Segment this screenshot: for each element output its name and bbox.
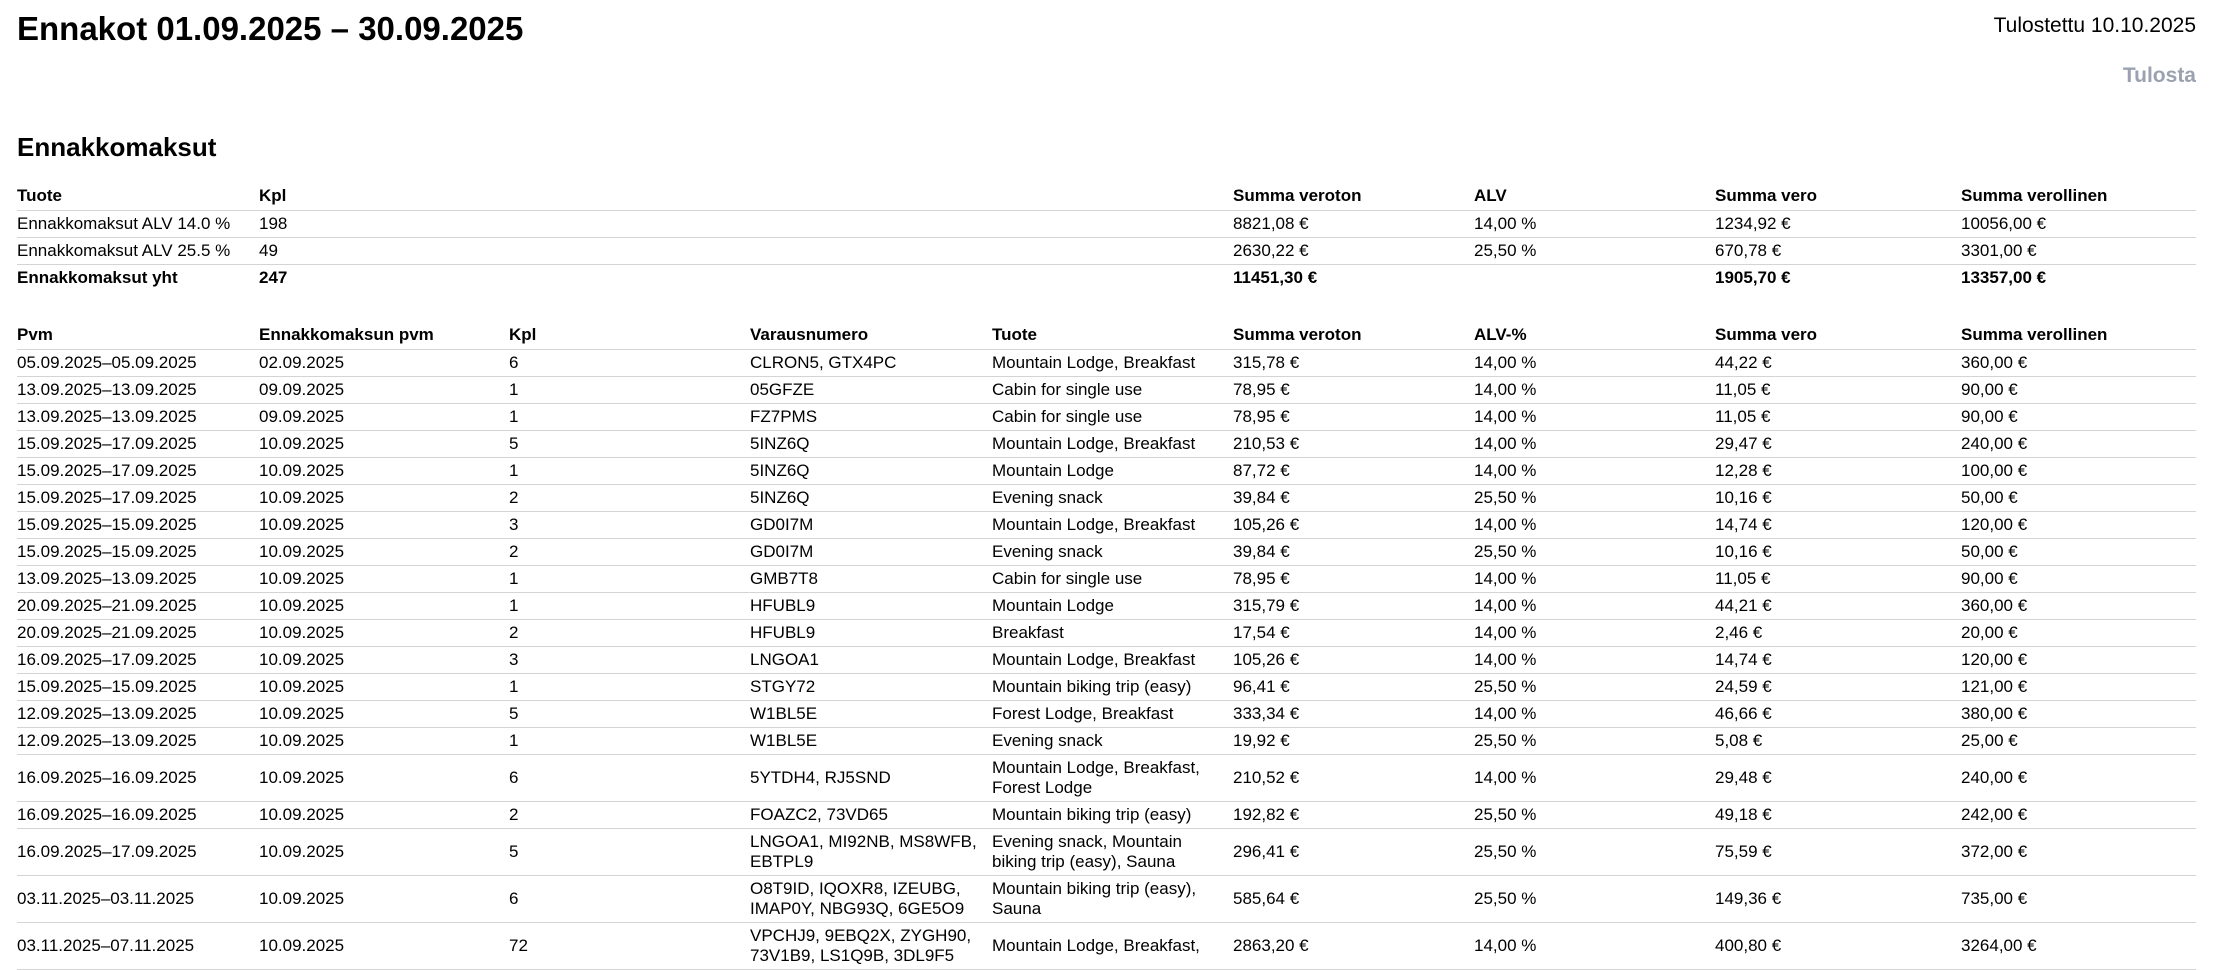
cell: Mountain biking trip (easy) bbox=[992, 673, 1233, 700]
cell: 333,34 € bbox=[1233, 700, 1474, 727]
cell: 15.09.2025–15.09.2025 bbox=[17, 538, 259, 565]
page-title: Ennakot 01.09.2025 – 30.09.2025 bbox=[17, 10, 524, 47]
cell: 372,00 € bbox=[1961, 828, 2196, 875]
column-header: Varausnumero bbox=[750, 322, 992, 350]
cell: 10056,00 € bbox=[1961, 211, 2196, 238]
table-row bbox=[17, 646, 2196, 673]
cell: 25,50 % bbox=[1474, 875, 1715, 922]
cell: 120,00 € bbox=[1961, 511, 2196, 538]
cell: 105,26 € bbox=[1233, 511, 1474, 538]
cell: 13357,00 € bbox=[1961, 265, 2196, 292]
cell: Breakfast bbox=[992, 619, 1233, 646]
cell: 105,26 € bbox=[1233, 646, 1474, 673]
cell: 1905,70 € bbox=[1715, 265, 1961, 292]
cell bbox=[1474, 265, 1715, 292]
column-header: Summa vero bbox=[1715, 183, 1961, 211]
cell: 121,00 € bbox=[1961, 673, 2196, 700]
cell: 400,80 € bbox=[1715, 922, 1961, 969]
cell: 15.09.2025–17.09.2025 bbox=[17, 430, 259, 457]
cell: 25,00 € bbox=[1961, 727, 2196, 754]
cell: HFUBL9 bbox=[750, 592, 992, 619]
column-header: Summa verollinen bbox=[1961, 183, 2196, 211]
cell: 380,00 € bbox=[1961, 700, 2196, 727]
column-header: Summa vero bbox=[1715, 322, 1961, 350]
cell: 100,00 € bbox=[1961, 457, 2196, 484]
cell: 16.09.2025–17.09.2025 bbox=[17, 828, 259, 875]
cell: GMB7T8 bbox=[750, 565, 992, 592]
cell: 1 bbox=[509, 727, 750, 754]
cell: Mountain Lodge bbox=[992, 592, 1233, 619]
summary-table bbox=[17, 183, 2196, 292]
cell: Mountain Lodge, Breakfast bbox=[992, 646, 1233, 673]
cell: LNGOA1 bbox=[750, 646, 992, 673]
cell: FZ7PMS bbox=[750, 403, 992, 430]
cell: 12,28 € bbox=[1715, 457, 1961, 484]
cell: W1BL5E bbox=[750, 700, 992, 727]
cell: W1BL5E bbox=[750, 727, 992, 754]
cell: 78,95 € bbox=[1233, 376, 1474, 403]
cell: 10.09.2025 bbox=[259, 922, 509, 969]
cell: 90,00 € bbox=[1961, 403, 2196, 430]
cell: 360,00 € bbox=[1961, 592, 2196, 619]
cell: 24,59 € bbox=[1715, 673, 1961, 700]
column-header: Pvm bbox=[17, 322, 259, 350]
cell: Evening snack bbox=[992, 484, 1233, 511]
cell: 6 bbox=[509, 349, 750, 376]
table-row bbox=[17, 673, 2196, 700]
summary-total-row bbox=[17, 265, 2196, 292]
cell: 14,74 € bbox=[1715, 511, 1961, 538]
cell: 14,00 % bbox=[1474, 592, 1715, 619]
cell: 87,72 € bbox=[1233, 457, 1474, 484]
cell: 5INZ6Q bbox=[750, 430, 992, 457]
cell: Ennakkomaksut ALV 14.0 % bbox=[17, 211, 259, 238]
table-row bbox=[17, 457, 2196, 484]
cell: GD0I7M bbox=[750, 511, 992, 538]
cell: 50,00 € bbox=[1961, 538, 2196, 565]
table-row bbox=[17, 619, 2196, 646]
cell: 14,00 % bbox=[1474, 511, 1715, 538]
cell: Evening snack bbox=[992, 727, 1233, 754]
table-row bbox=[17, 801, 2196, 828]
cell: 149,36 € bbox=[1715, 875, 1961, 922]
cell: 5 bbox=[509, 700, 750, 727]
cell: 585,64 € bbox=[1233, 875, 1474, 922]
cell: Cabin for single use bbox=[992, 565, 1233, 592]
cell: 72 bbox=[509, 922, 750, 969]
cell: Evening snack, Mountain biking trip (easy), Sauna bbox=[992, 828, 1233, 875]
cell: 15.09.2025–17.09.2025 bbox=[17, 457, 259, 484]
table-row bbox=[17, 349, 2196, 376]
cell: 49 bbox=[259, 238, 1233, 265]
cell: 10.09.2025 bbox=[259, 754, 509, 801]
cell: 20,00 € bbox=[1961, 619, 2196, 646]
cell: 120,00 € bbox=[1961, 646, 2196, 673]
column-header: Tuote bbox=[992, 322, 1233, 350]
cell: 2,46 € bbox=[1715, 619, 1961, 646]
cell: 44,21 € bbox=[1715, 592, 1961, 619]
table-row bbox=[17, 511, 2196, 538]
section-heading: Ennakkomaksut bbox=[17, 132, 217, 162]
print-row bbox=[17, 64, 2196, 88]
cell: 03.11.2025–03.11.2025 bbox=[17, 875, 259, 922]
cell: Forest Lodge, Breakfast bbox=[992, 700, 1233, 727]
cell: 5INZ6Q bbox=[750, 484, 992, 511]
summary-table-body bbox=[17, 211, 2196, 292]
table-row bbox=[17, 727, 2196, 754]
cell: 10.09.2025 bbox=[259, 592, 509, 619]
cell: 10.09.2025 bbox=[259, 646, 509, 673]
cell: 25,50 % bbox=[1474, 727, 1715, 754]
cell: 14,00 % bbox=[1474, 430, 1715, 457]
report-header bbox=[17, 10, 2196, 48]
cell: Ennakkomaksut ALV 25.5 % bbox=[17, 238, 259, 265]
cell: 12.09.2025–13.09.2025 bbox=[17, 700, 259, 727]
cell: 5,08 € bbox=[1715, 727, 1961, 754]
table-row bbox=[17, 754, 2196, 801]
cell: 2 bbox=[509, 801, 750, 828]
cell: 14,00 % bbox=[1474, 754, 1715, 801]
cell: 1 bbox=[509, 376, 750, 403]
cell: Mountain Lodge, Breakfast bbox=[992, 430, 1233, 457]
cell: 2 bbox=[509, 619, 750, 646]
cell: 10.09.2025 bbox=[259, 828, 509, 875]
cell: Evening snack bbox=[992, 538, 1233, 565]
detail-table bbox=[17, 322, 2196, 970]
cell: 240,00 € bbox=[1961, 754, 2196, 801]
cell: 5 bbox=[509, 430, 750, 457]
cell: 25,50 % bbox=[1474, 484, 1715, 511]
cell: Mountain biking trip (easy) bbox=[992, 801, 1233, 828]
cell: 1234,92 € bbox=[1715, 211, 1961, 238]
cell: 10,16 € bbox=[1715, 484, 1961, 511]
cell: 20.09.2025–21.09.2025 bbox=[17, 619, 259, 646]
header-row bbox=[17, 322, 2196, 350]
column-header: Summa veroton bbox=[1233, 183, 1474, 211]
column-header: ALV-% bbox=[1474, 322, 1715, 350]
cell: 735,00 € bbox=[1961, 875, 2196, 922]
cell: 39,84 € bbox=[1233, 538, 1474, 565]
table-row bbox=[17, 376, 2196, 403]
cell: 10.09.2025 bbox=[259, 673, 509, 700]
cell: 25,50 % bbox=[1474, 538, 1715, 565]
print-button[interactable]: Tulosta bbox=[2122, 64, 2196, 87]
cell: 240,00 € bbox=[1961, 430, 2196, 457]
table-row bbox=[17, 430, 2196, 457]
cell: 25,50 % bbox=[1474, 673, 1715, 700]
cell: HFUBL9 bbox=[750, 619, 992, 646]
cell: 03.11.2025–07.11.2025 bbox=[17, 922, 259, 969]
cell: 670,78 € bbox=[1715, 238, 1961, 265]
cell: Ennakkomaksut yht bbox=[17, 265, 259, 292]
cell: 10.09.2025 bbox=[259, 727, 509, 754]
table-row bbox=[17, 875, 2196, 922]
cell: Cabin for single use bbox=[992, 376, 1233, 403]
printed-date: Tulostettu 10.10.2025 bbox=[1993, 14, 2196, 37]
cell: Mountain Lodge, Breakfast, Forest Lodge bbox=[992, 754, 1233, 801]
cell: 1 bbox=[509, 673, 750, 700]
cell: 14,00 % bbox=[1474, 922, 1715, 969]
cell: 05GFZE bbox=[750, 376, 992, 403]
cell: 1 bbox=[509, 592, 750, 619]
cell: 315,78 € bbox=[1233, 349, 1474, 376]
table-row bbox=[17, 211, 2196, 238]
cell: 10.09.2025 bbox=[259, 700, 509, 727]
cell: 2863,20 € bbox=[1233, 922, 1474, 969]
cell: 12.09.2025–13.09.2025 bbox=[17, 727, 259, 754]
cell: 09.09.2025 bbox=[259, 403, 509, 430]
cell: 11451,30 € bbox=[1233, 265, 1474, 292]
cell: FOAZC2, 73VD65 bbox=[750, 801, 992, 828]
cell: Mountain Lodge, Breakfast bbox=[992, 511, 1233, 538]
cell: 13.09.2025–13.09.2025 bbox=[17, 376, 259, 403]
cell: CLRON5, GTX4PC bbox=[750, 349, 992, 376]
cell: 19,92 € bbox=[1233, 727, 1474, 754]
cell: LNGOA1, MI92NB, MS8WFB, EBTPL9 bbox=[750, 828, 992, 875]
cell: 14,00 % bbox=[1474, 349, 1715, 376]
cell: 3 bbox=[509, 511, 750, 538]
cell: 247 bbox=[259, 265, 1233, 292]
cell: 14,74 € bbox=[1715, 646, 1961, 673]
cell: 16.09.2025–16.09.2025 bbox=[17, 754, 259, 801]
cell: 242,00 € bbox=[1961, 801, 2196, 828]
cell: 210,53 € bbox=[1233, 430, 1474, 457]
cell: 315,79 € bbox=[1233, 592, 1474, 619]
detail-table-header bbox=[17, 322, 2196, 350]
cell: 8821,08 € bbox=[1233, 211, 1474, 238]
cell: 11,05 € bbox=[1715, 403, 1961, 430]
cell: 49,18 € bbox=[1715, 801, 1961, 828]
cell: 16.09.2025–17.09.2025 bbox=[17, 646, 259, 673]
table-row bbox=[17, 828, 2196, 875]
cell: 5INZ6Q bbox=[750, 457, 992, 484]
cell: 3301,00 € bbox=[1961, 238, 2196, 265]
summary-table-header bbox=[17, 183, 2196, 211]
column-header: Kpl bbox=[509, 322, 750, 350]
cell: 78,95 € bbox=[1233, 403, 1474, 430]
table-row bbox=[17, 403, 2196, 430]
cell: 14,00 % bbox=[1474, 457, 1715, 484]
cell: 296,41 € bbox=[1233, 828, 1474, 875]
cell: 10.09.2025 bbox=[259, 875, 509, 922]
table-row bbox=[17, 238, 2196, 265]
table-row bbox=[17, 700, 2196, 727]
cell: 2 bbox=[509, 538, 750, 565]
cell: Mountain biking trip (easy), Sauna bbox=[992, 875, 1233, 922]
cell: 16.09.2025–16.09.2025 bbox=[17, 801, 259, 828]
cell: 14,00 % bbox=[1474, 376, 1715, 403]
cell: VPCHJ9, 9EBQ2X, ZYGH90, 73V1B9, LS1Q9B, 3DL9F5 bbox=[750, 922, 992, 969]
cell: 25,50 % bbox=[1474, 828, 1715, 875]
cell: 11,05 € bbox=[1715, 376, 1961, 403]
column-header: Summa veroton bbox=[1233, 322, 1474, 350]
cell: 10.09.2025 bbox=[259, 565, 509, 592]
cell: 14,00 % bbox=[1474, 565, 1715, 592]
cell: 14,00 % bbox=[1474, 646, 1715, 673]
cell: 78,95 € bbox=[1233, 565, 1474, 592]
cell: 20.09.2025–21.09.2025 bbox=[17, 592, 259, 619]
cell: 15.09.2025–15.09.2025 bbox=[17, 673, 259, 700]
column-header: ALV bbox=[1474, 183, 1715, 211]
cell: 2630,22 € bbox=[1233, 238, 1474, 265]
cell: 3264,00 € bbox=[1961, 922, 2196, 969]
column-header: Ennakkomaksun pvm bbox=[259, 322, 509, 350]
column-header: Summa verollinen bbox=[1961, 322, 2196, 350]
table-row bbox=[17, 565, 2196, 592]
cell: O8T9ID, IQOXR8, IZEUBG, IMAP0Y, NBG93Q, 6GE5O9 bbox=[750, 875, 992, 922]
cell: 14,00 % bbox=[1474, 619, 1715, 646]
cell: 10.09.2025 bbox=[259, 538, 509, 565]
table-row bbox=[17, 484, 2196, 511]
table-row bbox=[17, 538, 2196, 565]
cell: 1 bbox=[509, 403, 750, 430]
cell: Mountain Lodge, Breakfast, bbox=[992, 922, 1233, 969]
cell: 05.09.2025–05.09.2025 bbox=[17, 349, 259, 376]
cell: 44,22 € bbox=[1715, 349, 1961, 376]
cell: 5YTDH4, RJ5SND bbox=[750, 754, 992, 801]
cell: 15.09.2025–17.09.2025 bbox=[17, 484, 259, 511]
detail-table-body bbox=[17, 349, 2196, 969]
cell: 50,00 € bbox=[1961, 484, 2196, 511]
cell: 11,05 € bbox=[1715, 565, 1961, 592]
cell: 39,84 € bbox=[1233, 484, 1474, 511]
cell: 2 bbox=[509, 484, 750, 511]
cell: 25,50 % bbox=[1474, 238, 1715, 265]
table-row bbox=[17, 922, 2196, 969]
cell: 10.09.2025 bbox=[259, 801, 509, 828]
cell: 25,50 % bbox=[1474, 801, 1715, 828]
cell: Cabin for single use bbox=[992, 403, 1233, 430]
cell: 17,54 € bbox=[1233, 619, 1474, 646]
cell: 09.09.2025 bbox=[259, 376, 509, 403]
cell: 10.09.2025 bbox=[259, 511, 509, 538]
column-header: Tuote bbox=[17, 183, 259, 211]
header-row bbox=[17, 183, 2196, 211]
cell: 90,00 € bbox=[1961, 565, 2196, 592]
cell: 13.09.2025–13.09.2025 bbox=[17, 565, 259, 592]
cell: 14,00 % bbox=[1474, 211, 1715, 238]
cell: 1 bbox=[509, 565, 750, 592]
cell: 10.09.2025 bbox=[259, 457, 509, 484]
cell: 75,59 € bbox=[1715, 828, 1961, 875]
cell: 15.09.2025–15.09.2025 bbox=[17, 511, 259, 538]
cell: GD0I7M bbox=[750, 538, 992, 565]
cell: 13.09.2025–13.09.2025 bbox=[17, 403, 259, 430]
cell: STGY72 bbox=[750, 673, 992, 700]
cell: 6 bbox=[509, 875, 750, 922]
cell: 14,00 % bbox=[1474, 700, 1715, 727]
cell: 29,48 € bbox=[1715, 754, 1961, 801]
cell: 29,47 € bbox=[1715, 430, 1961, 457]
cell: 14,00 % bbox=[1474, 403, 1715, 430]
column-header: Kpl bbox=[259, 183, 1233, 211]
cell: 10.09.2025 bbox=[259, 430, 509, 457]
cell: 210,52 € bbox=[1233, 754, 1474, 801]
cell: 90,00 € bbox=[1961, 376, 2196, 403]
cell: 6 bbox=[509, 754, 750, 801]
cell: 192,82 € bbox=[1233, 801, 1474, 828]
cell: 10.09.2025 bbox=[259, 619, 509, 646]
cell: Mountain Lodge, Breakfast bbox=[992, 349, 1233, 376]
cell: 46,66 € bbox=[1715, 700, 1961, 727]
cell: 10.09.2025 bbox=[259, 484, 509, 511]
cell: 96,41 € bbox=[1233, 673, 1474, 700]
cell: 3 bbox=[509, 646, 750, 673]
cell: 1 bbox=[509, 457, 750, 484]
cell: 5 bbox=[509, 828, 750, 875]
cell: 02.09.2025 bbox=[259, 349, 509, 376]
cell: Mountain Lodge bbox=[992, 457, 1233, 484]
cell: 360,00 € bbox=[1961, 349, 2196, 376]
cell: 10,16 € bbox=[1715, 538, 1961, 565]
cell: 198 bbox=[259, 211, 1233, 238]
table-row bbox=[17, 592, 2196, 619]
